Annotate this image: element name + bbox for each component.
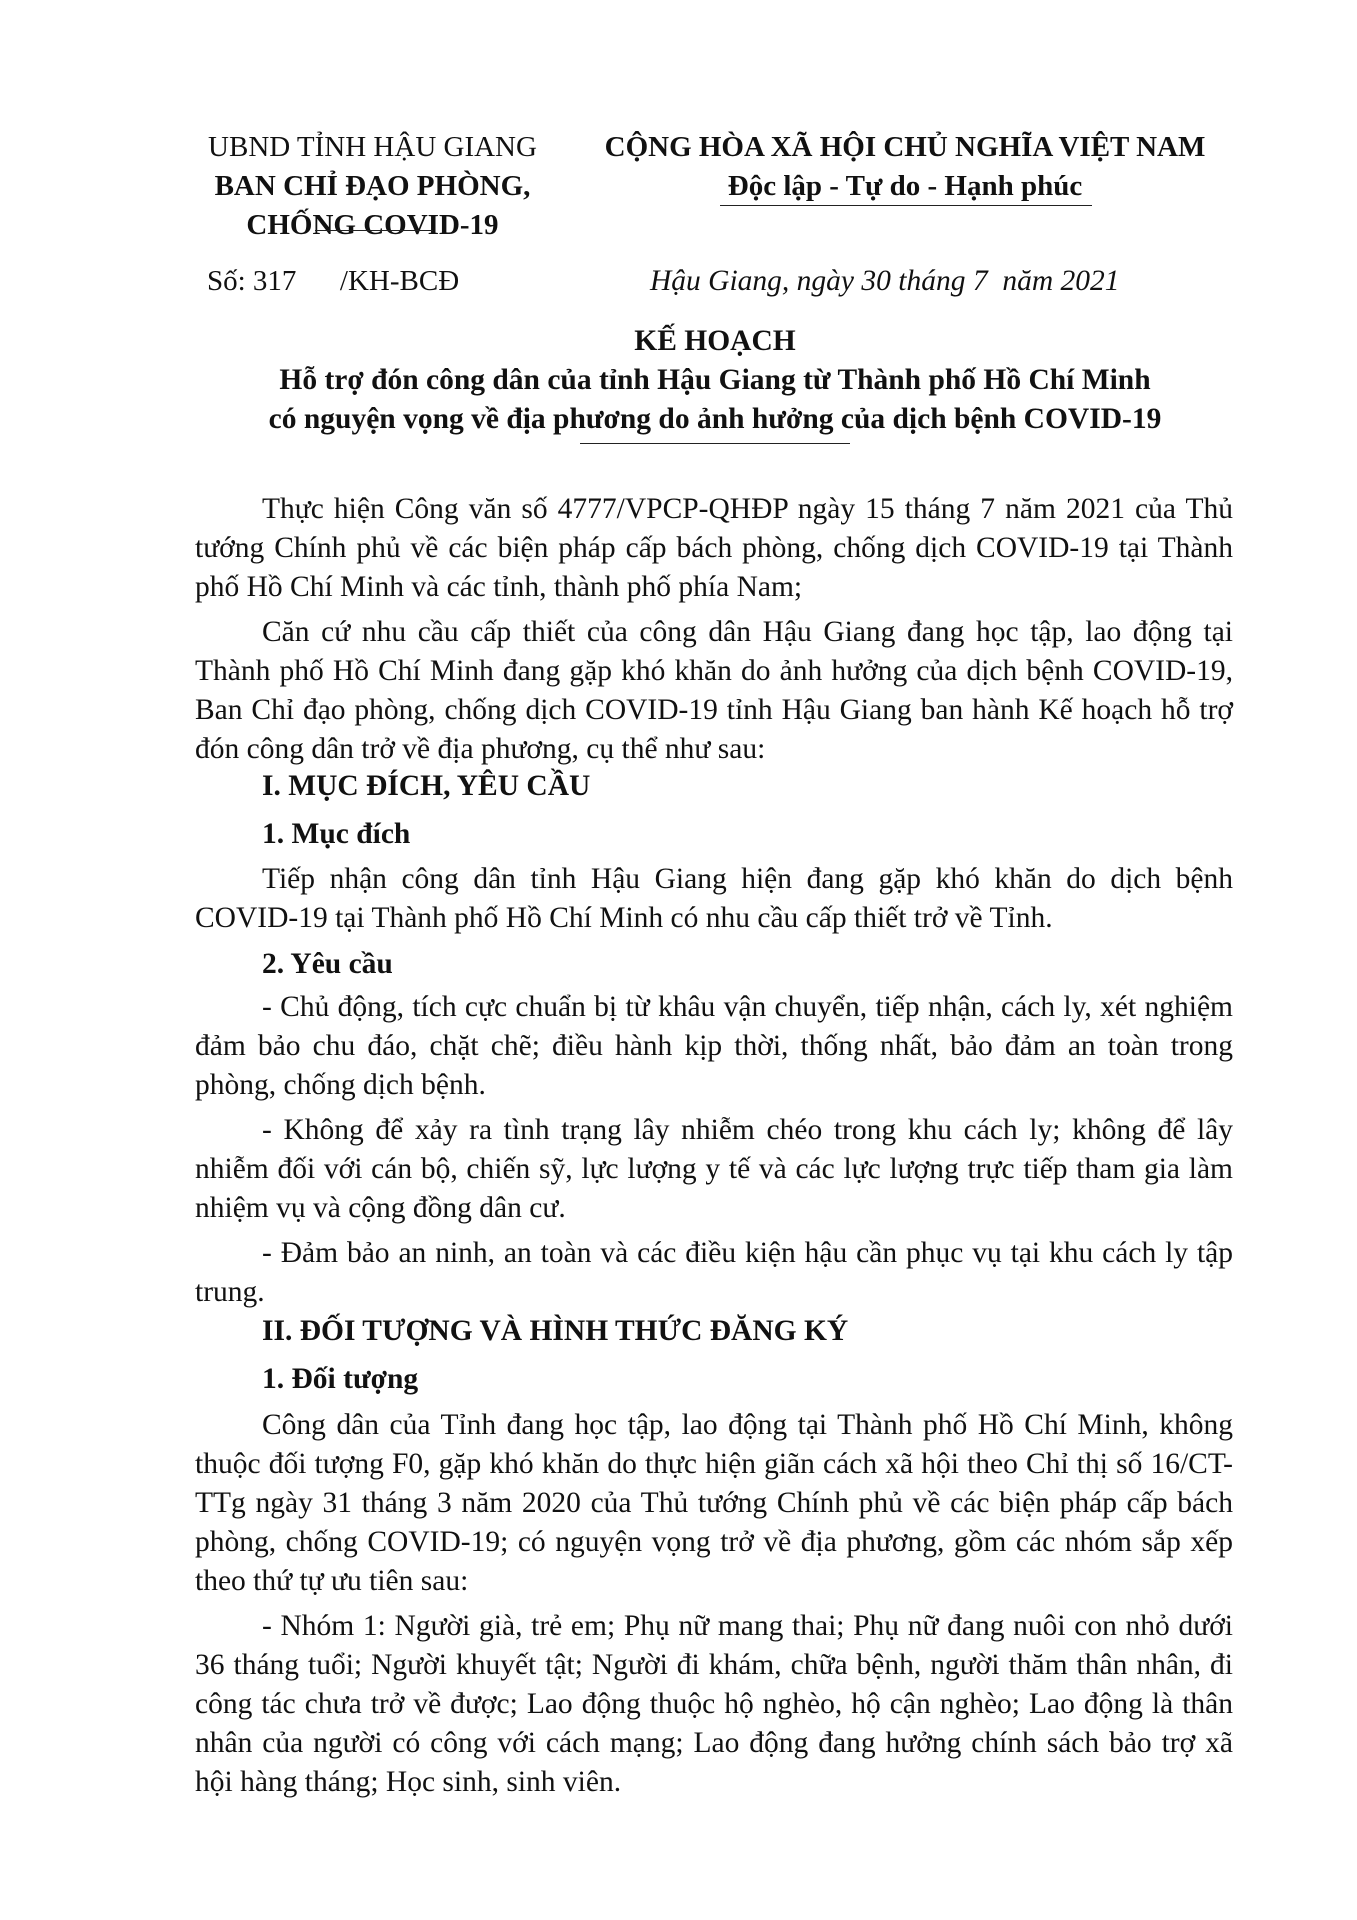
- target-paragraph: Công dân của Tỉnh đang học tập, lao động tại Thành phố Hồ Chí Minh, không thuộc đối tượng F0, gặp khó khăn do thực hiện giãn cách xã hội theo Chỉ thị số 16/CT-TTg ngày 31 tháng 3 năm 2020 của Thủ tướng Chính phủ về các biện pháp cấp bách phòng, chống COVID-19; có nguyện vọng trở về địa phương, gồm các nhóm sắp xếp theo thứ tự ưu tiên sau:: [195, 1409, 1233, 1597]
- motto-underline: [720, 205, 1092, 206]
- plan-title-sub-2: có nguyện vọng về địa phương do ảnh hưởng của dịch bệnh COVID-19: [268, 403, 1162, 435]
- group-1-paragraph: - Nhóm 1: Người già, trẻ em; Phụ nữ mang thai; Phụ nữ đang nuôi con nhỏ dưới 36 tháng tuổi; Người khuyết tật; Người đi khám, chữa bệnh, người thăm thân nhân, đi công tác chưa trở về được; Lao động thuộc hộ nghèo, hộ cận nghèo; Lao động là thân nhân của người có công với cách mạng; Lao động đang hưởng chính sách bảo trợ xã hội hàng tháng; Học sinh, sinh viên.: [195, 1610, 1233, 1798]
- title-underline: [580, 443, 850, 444]
- requirement-1: - Chủ động, tích cực chuẩn bị từ khâu vận chuyển, tiếp nhận, cách ly, xét nghiệm đảm bảo chu đáo, chặt chẽ; điều hành kịp thời, thống nhất, bảo đảm an toàn trong phòng, chống dịch bệnh.: [195, 991, 1233, 1101]
- place-date: Hậu Giang, ngày 30 tháng 7 năm 2021: [650, 265, 1120, 297]
- intro-paragraph-1: Thực hiện Công văn số 4777/VPCP-QHĐP ngày 15 tháng 7 năm 2021 của Thủ tướng Chính phủ về các biện pháp cấp bách phòng, chống dịch COVID-19 tại Thành phố Hồ Chí Minh và các tỉnh, thành phố phía Nam;: [195, 493, 1233, 603]
- section-2-1-heading: 1. Đối tượng: [262, 1363, 419, 1395]
- plan-title: [180, 322, 1250, 439]
- requirement-3: - Đảm bảo an ninh, an toàn và các điều kiện hậu cần phục vụ tại khu cách ly tập trung.: [195, 1237, 1233, 1308]
- agency-line-1: UBND TỈNH HẬU GIANG: [208, 131, 537, 163]
- section-1-2-heading: 2. Yêu cầu: [262, 948, 393, 980]
- agency-underline: [315, 230, 433, 231]
- plan-title-sub-1: Hỗ trợ đón công dân của tỉnh Hậu Giang từ Thành phố Hồ Chí Minh: [279, 364, 1151, 396]
- agency-block: [175, 128, 570, 245]
- agency-line-2: BAN CHỈ ĐẠO PHÒNG,: [214, 170, 531, 202]
- nation-block: [560, 128, 1250, 206]
- purpose-paragraph: Tiếp nhận công dân tỉnh Hậu Giang hiện đang gặp khó khăn do dịch bệnh COVID-19 tại Thành phố Hồ Chí Minh có nhu cầu cấp thiết trở về Tỉnh.: [195, 863, 1233, 934]
- nation-line-1: CỘNG HÒA XÃ HỘI CHỦ NGHĨA VIỆT NAM: [604, 131, 1206, 163]
- nation-motto: Độc lập - Tự do - Hạnh phúc: [727, 170, 1083, 202]
- document-number: Số: 317 /KH-BCĐ: [207, 265, 460, 297]
- section-2-heading: II. ĐỐI TƯỢNG VÀ HÌNH THỨC ĐĂNG KÝ: [262, 1315, 849, 1347]
- plan-title-main: KẾ HOẠCH: [634, 325, 796, 357]
- intro-paragraph-2: Căn cứ nhu cầu cấp thiết của công dân Hậu Giang đang học tập, lao động tại Thành phố Hồ Chí Minh đang gặp khó khăn do ảnh hưởng của dịch bệnh COVID-19, Ban Chỉ đạo phòng, chống dịch COVID-19 tỉnh Hậu Giang ban hành Kế hoạch hỗ trợ đón công dân trở về địa phương, cụ thể như sau:: [195, 616, 1233, 765]
- section-1-1-heading: 1. Mục đích: [262, 818, 411, 850]
- agency-line-3: CHỐNG COVID-19: [246, 209, 499, 241]
- section-1-heading: I. MỤC ĐÍCH, YÊU CẦU: [262, 770, 591, 802]
- requirement-2: - Không để xảy ra tình trạng lây nhiễm chéo trong khu cách ly; không để lây nhiễm đối với cán bộ, chiến sỹ, lực lượng y tế và các lực lượng trực tiếp tham gia làm nhiệm vụ và cộng đồng dân cư.: [195, 1114, 1233, 1224]
